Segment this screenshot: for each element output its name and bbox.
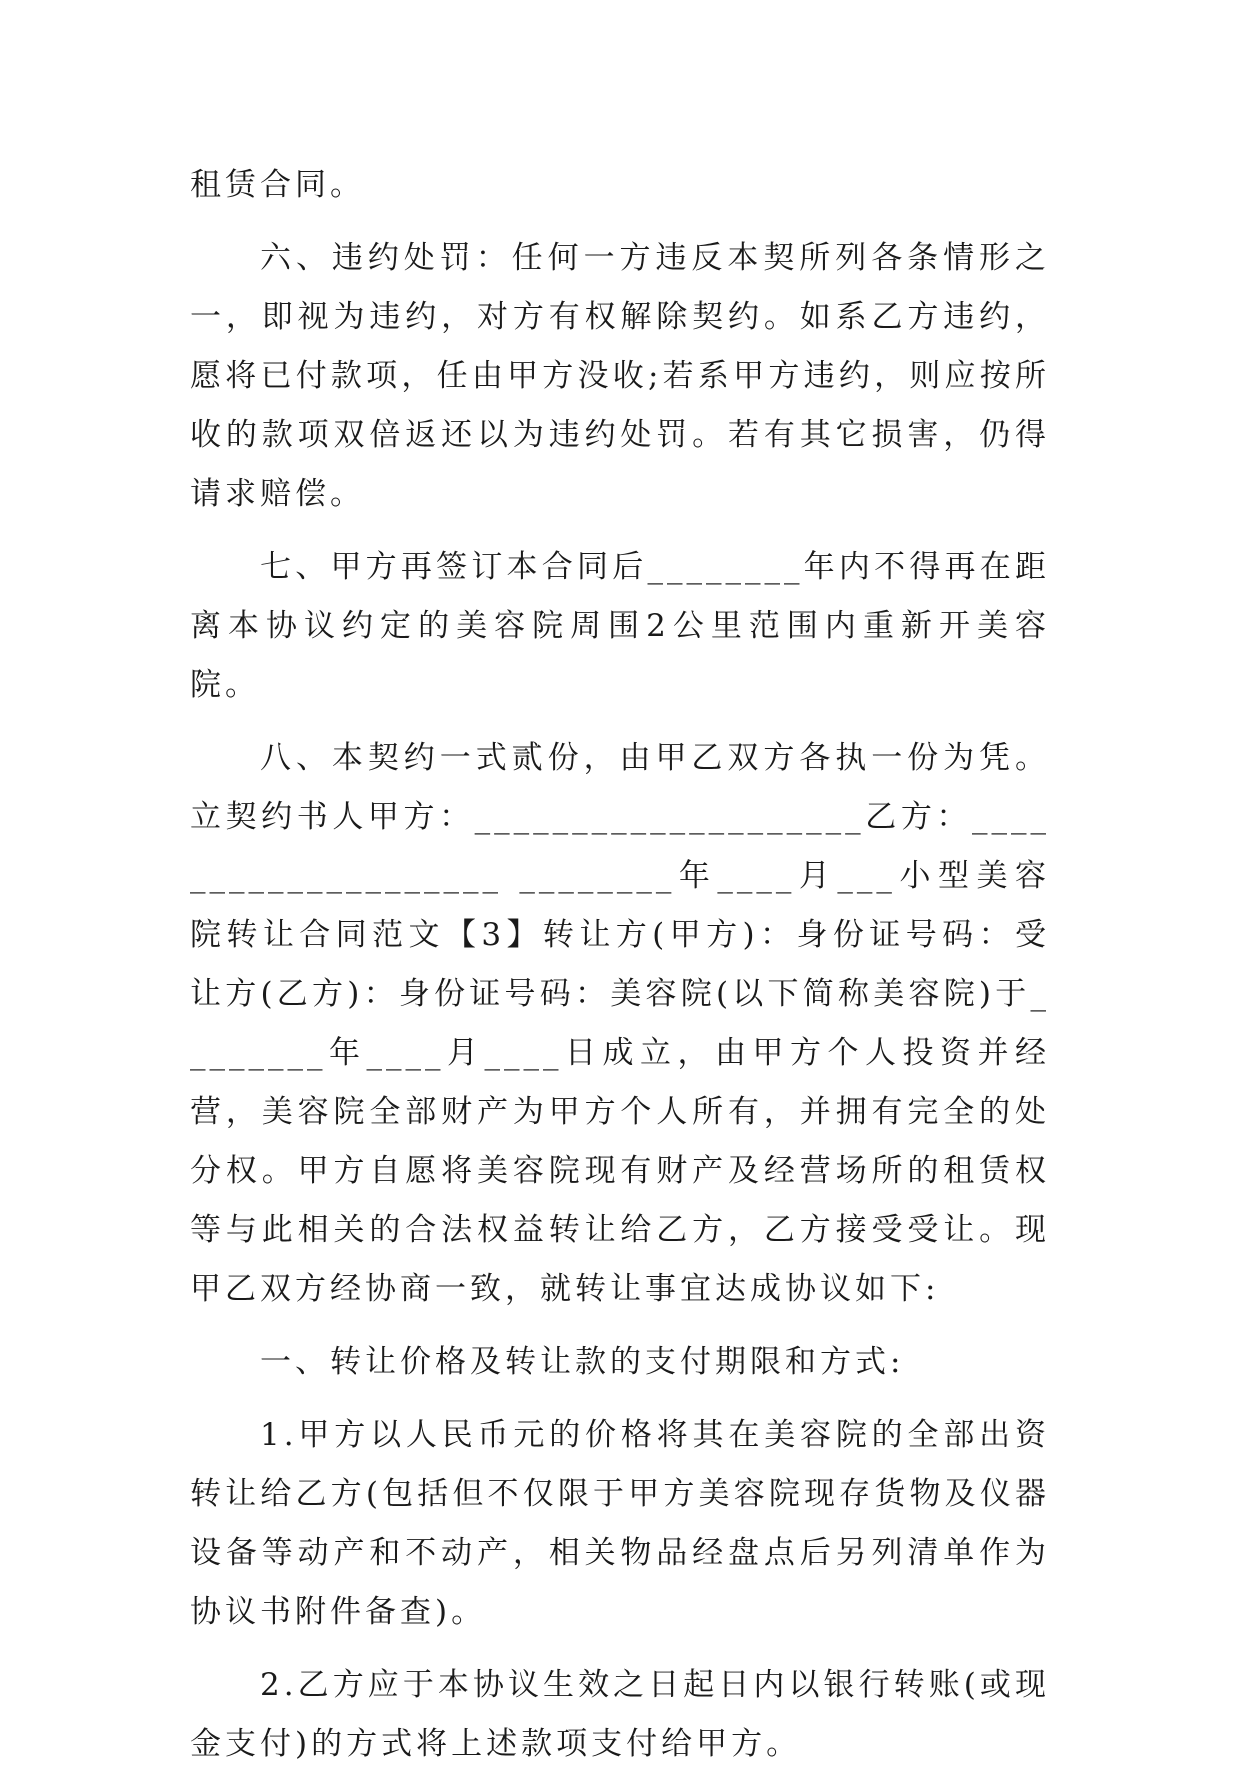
paragraph-item-1-price: 1.甲方以人民币元的价格将其在美容院的全部出资转让给乙方(包括但不仅限于甲方美容院现存货物及仪器设备等动产和不动产，相关物品经盘点后另列清单作为协议书附件备查)。 [190, 1417, 1050, 1630]
paragraph-clause-8-and-transfer-preamble: 八、本契约一式贰份，由甲乙双方各执一份为凭。立契约书人甲方：____________________乙方：____________________ ________年____月___小型美容院转让合同范文【3】转让方(甲方)：身份证号码：受让方(乙方)：身份证号码：美容院(以下简称美容院)于________年____月____日成立，由甲方个人投资并经营，美容院全部财产为甲方个人所有，并拥有完全的处分权。甲方自愿将美容院现有财产及经营场所的租赁权等与此相关的合法权益转让给乙方，乙方接受受让。现甲乙双方经协商一致，就转让事宜达成协议如下: [190, 740, 1050, 1307]
paragraph-item-2-payment: 2.乙方应于本协议生效之日起日内以银行转账(或现金支付)的方式将上述款项支付给甲方。 [190, 1667, 1050, 1762]
paragraph-section-1-heading: 一、转让价格及转让款的支付期限和方式: [260, 1344, 905, 1380]
paragraph-clause-6-breach-penalty: 六、违约处罚：任何一方违反本契所列各条情形之一，即视为违约，对方有权解除契约。如系乙方违约，愿将已付款项，任由甲方没收;若系甲方违约，则应按所收的款项双倍返还以为违约处罚。若有其它损害，仍得请求赔偿。 [190, 240, 1050, 512]
paragraph-lease-contract-end: 租赁合同。 [190, 167, 365, 203]
paragraph-clause-7-non-compete: 七、甲方再签订本合同后________年内不得再在距离本协议约定的美容院周围2公里范围内重新开美容院。 [190, 549, 1050, 703]
document-body [190, 156, 1050, 1774]
